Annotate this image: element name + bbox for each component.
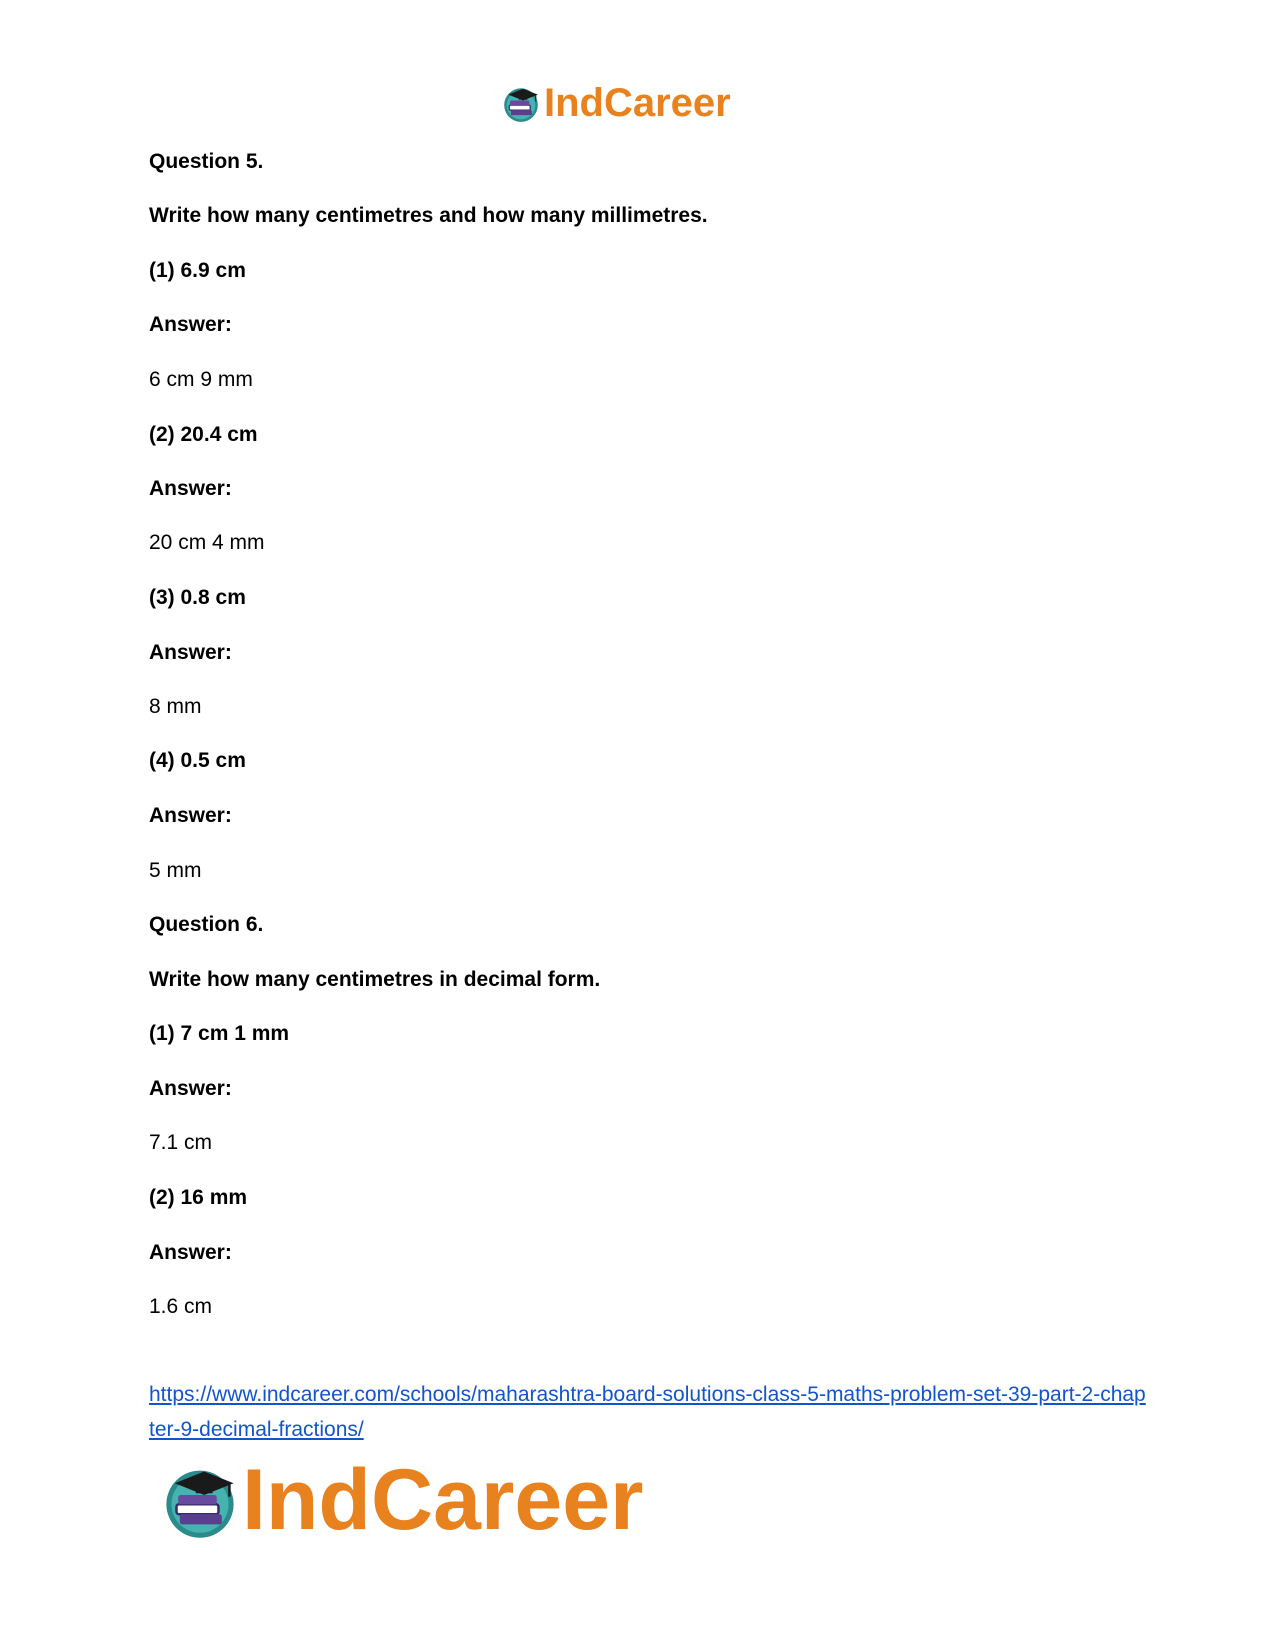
sub-question: (4) 0.5 cm bbox=[149, 749, 246, 772]
sub-question: (3) 0.8 cm bbox=[149, 586, 246, 609]
graduation-cap-books-globe-icon bbox=[500, 82, 542, 124]
question-prompt: Write how many centimetres in decimal form. bbox=[149, 968, 601, 991]
answer-text: 7.1 cm bbox=[149, 1131, 213, 1154]
question-heading: Question 5. bbox=[149, 150, 264, 173]
source-url-link[interactable]: https://www.indcareer.com/schools/maharashtra-board-solutions-class-5-maths-problem-set-39-part-2-chapter-9-decimal-fractions/ bbox=[149, 1383, 1146, 1441]
answer-label: Answer: bbox=[149, 313, 232, 336]
sub-question: (2) 20.4 cm bbox=[149, 423, 258, 446]
sub-question: (1) 6.9 cm bbox=[149, 259, 246, 282]
question-heading: Question 6. bbox=[149, 913, 264, 936]
answer-label: Answer: bbox=[149, 477, 232, 500]
answer-text: 5 mm bbox=[149, 859, 202, 882]
sub-question: (1) 7 cm 1 mm bbox=[149, 1022, 290, 1045]
footer-logo bbox=[158, 1452, 644, 1548]
header-logo bbox=[500, 78, 731, 128]
answer-label: Answer: bbox=[149, 641, 232, 664]
brand-wordmark: IndCareer bbox=[544, 81, 731, 125]
answer-text: 1.6 cm bbox=[149, 1295, 213, 1318]
answer-label: Answer: bbox=[149, 1241, 232, 1264]
question-prompt: Write how many centimetres and how many millimetres. bbox=[149, 204, 708, 227]
answer-text: 8 mm bbox=[149, 695, 202, 718]
answer-label: Answer: bbox=[149, 804, 232, 827]
answer-text: 6 cm 9 mm bbox=[149, 368, 253, 391]
sub-question: (2) 16 mm bbox=[149, 1186, 248, 1209]
answer-text: 20 cm 4 mm bbox=[149, 531, 265, 554]
graduation-cap-books-globe-icon bbox=[158, 1458, 242, 1542]
brand-wordmark: IndCareer bbox=[242, 1452, 644, 1548]
answer-label: Answer: bbox=[149, 1077, 232, 1100]
